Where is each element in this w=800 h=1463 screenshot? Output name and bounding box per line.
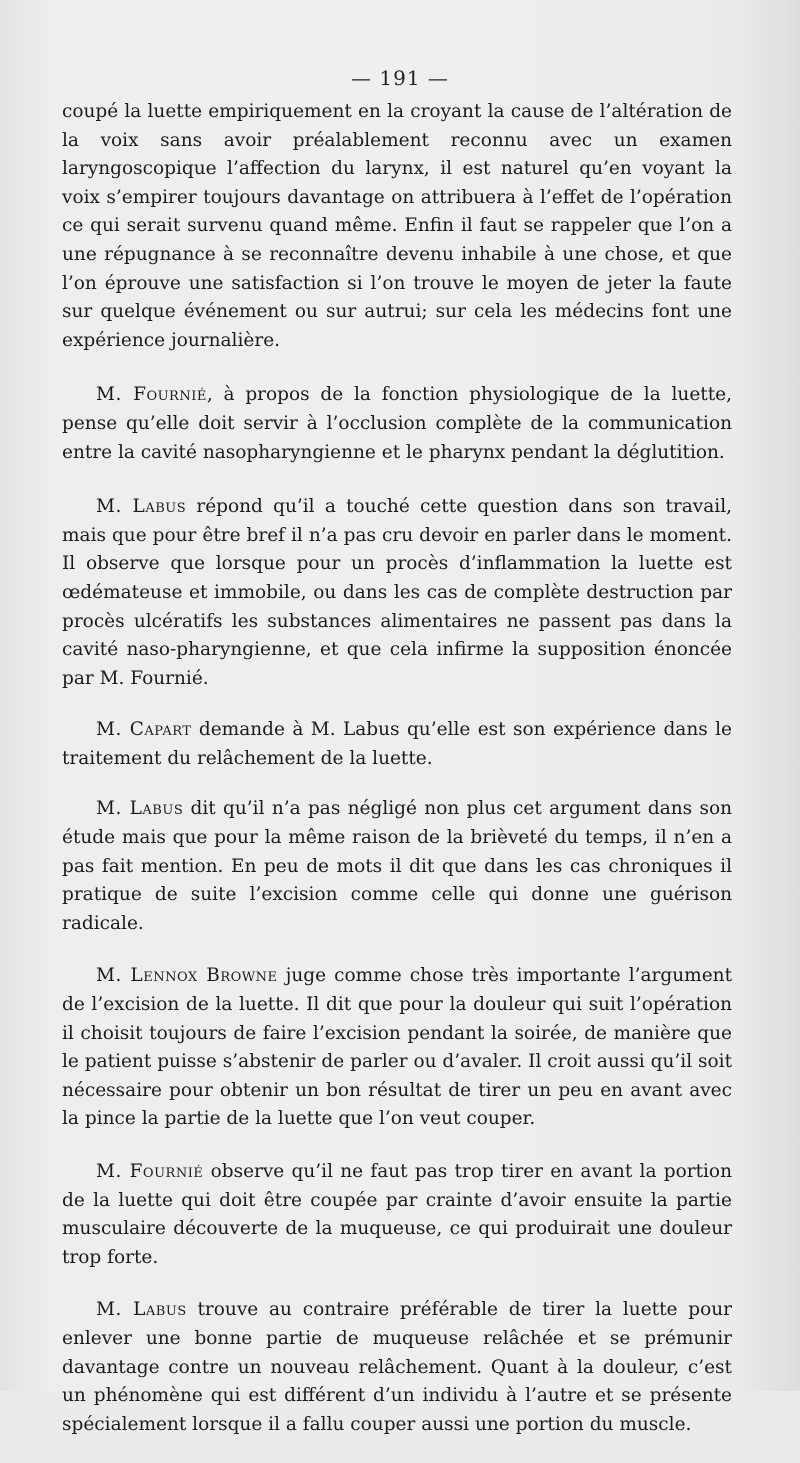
speaker-name: M. Fournié xyxy=(96,384,207,406)
paragraph-text: observe qu’il ne faut pas trop tirer en avant la portion de la luette qui doit être coupée par crainte d’avoir ensuite la partie musculaire découverte de la muqueuse, ce qui produirait une douleur trop forte. xyxy=(62,1161,732,1268)
speaker-name: M. Lennox Browne xyxy=(96,965,278,987)
speaker-name: M. Labus xyxy=(96,1299,187,1321)
paragraph-text: répond qu’il a touché cette question dans son travail, mais que pour être bref il n’a pas cru devoir en parler dans le moment. Il observe que lorsque pour un procès d’inflammation la luette est œdémateuse et immobile, ou dans les cas de complète destruction par procès ulcératifs les substances alimentaires ne passent pas dans la cavité naso-pharyngienne, et que cela infirme la supposition énoncée par M. Fournié. xyxy=(62,496,732,689)
paragraph-labus-2 xyxy=(62,795,732,938)
paragraph-labus-1 xyxy=(62,493,732,693)
paragraph-labus-3 xyxy=(62,1296,732,1439)
page-body xyxy=(62,98,732,1463)
paragraph-text: coupé la luette empiriquement en la croyant la cause de l’altération de la voix sans avoir préalablement reconnu avec un examen laryngoscopique l’affection du larynx, il est naturel qu’en voyant la voix s’empirer toujours davantage on attribuera à l’effet de l’opération ce qui serait survenu quand même. Enfin il faut se rappeler que l’on a une répugnance à se reconnaître devenu inhabile à une chose, et que l’on éprouve une satisfaction si l’on trouve le moyen de jeter la faute sur quelque événement ou sur autrui; sur cela les médecins font une expérience journalière. xyxy=(62,101,732,351)
page-number: — 191 — xyxy=(351,66,449,90)
paragraph-text: dit qu’il n’a pas négligé non plus cet argument dans son étude mais que pour la même raison de la brièveté du temps, il n’en a pas fait mention. En peu de mots il dit que dans les cas chroniques il pratique de suite l’excision comme celle qui donne une guérison radicale. xyxy=(62,798,732,934)
paragraph-text: trouve au contraire préférable de tirer la luette pour enlever une bonne partie de muqueuse relâchée et se prémunir davantage contre un nouveau relâchement. Quant à la douleur, c’est un phénomène qui est différent d’un individu à l’autre et se présente spécialement lorsque il a fallu couper aussi une portion du muscle. xyxy=(62,1299,732,1435)
paragraph-lennox-browne xyxy=(62,962,732,1134)
paragraph-continuation xyxy=(62,98,732,355)
speaker-name: M. Labus xyxy=(96,496,187,518)
speaker-name: M. Labus xyxy=(96,798,184,820)
paragraph-text: demande à M. Labus qu’elle est son expérience dans le traitement du relâchement de la luette. xyxy=(62,719,733,769)
paragraph-fournie-2 xyxy=(62,1158,732,1272)
paragraph-text: juge comme chose très importante l’argument de l’excision de la luette. Il dit que pour la douleur qui suit l’opération il choisit toujours de faire l’excision pendant la soirée, de manière que le patient puisse s’abstenir de parler ou d’avaler. Il croit aussi qu’il soit nécessaire pour obtenir un bon résultat de tirer un peu en avant avec la pince la partie de la luette que l’on veut couper. xyxy=(62,965,732,1130)
paragraph-capart xyxy=(62,716,732,773)
paragraph-text: , à propos de la fonction physiologique de la luette, pense qu’elle doit servir à l’occlusion complète de la communication entre la cavité nasopharyngienne et le pharynx pendant la déglutition. xyxy=(62,384,732,463)
speaker-name: M. Fournié xyxy=(96,1161,204,1182)
speaker-name: M. Capart xyxy=(96,719,192,741)
paragraph-fournie-1 xyxy=(62,381,732,467)
